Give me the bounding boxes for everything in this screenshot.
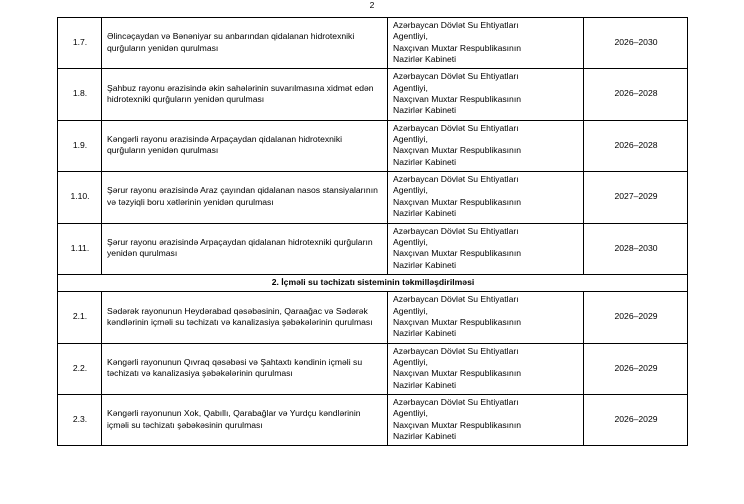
organization-line: Nazirlər Kabineti [393, 54, 457, 65]
table-row [58, 18, 688, 69]
organization-line: Naxçıvan Muxtar Respublikasının [393, 196, 522, 207]
table-row [58, 120, 688, 171]
table-row [58, 292, 688, 343]
row-responsible-organizations [388, 120, 584, 171]
organization-line: Nazirlər Kabineti [393, 105, 457, 116]
row-years: 2026–2029 [584, 394, 688, 445]
organization-line: Azərbaycan Dövlət Su Ehtiyatları [393, 122, 519, 133]
row-years: 2026–2029 [584, 343, 688, 394]
row-measure-description: Kəngərli rayonunun Qıvraq qəsəbəsi və Şahtaxtı kəndinin içməli su təchizatı və kanalizasiya şəbəkələrinin qurulması [102, 343, 388, 394]
row-responsible-organizations [388, 343, 584, 394]
row-number: 2.1. [58, 292, 102, 343]
row-number: 1.10. [58, 172, 102, 223]
organization-line: Nazirlər Kabineti [393, 431, 457, 441]
organization-line: Agentliyi, [393, 408, 428, 419]
row-responsible-organizations [388, 394, 584, 445]
row-number: 1.9. [58, 120, 102, 171]
organization-line: Naxçıvan Muxtar Respublikasının [393, 94, 522, 105]
organization-line: Azərbaycan Dövlət Su Ehtiyatları [393, 345, 519, 356]
row-measure-description: Kəngərli rayonunun Xok, Qabıllı, Qarabağlar və Yurdçu kəndlərinin içməli su təchizatı şəbəkəsinin qurulması [102, 394, 388, 445]
row-measure-description: Əlincəçaydan və Bənəniyar su anbarından qidalanan hidrotexniki qurğuların yenidən qurulması [102, 18, 388, 69]
organization-line: Nazirlər Kabineti [393, 328, 457, 339]
row-years: 2026–2030 [584, 18, 688, 69]
table-row [58, 223, 688, 274]
table-row [58, 172, 688, 223]
table-row [58, 343, 688, 394]
page-number: 2 [369, 0, 375, 10]
row-number: 1.11. [58, 223, 102, 274]
organization-line: Nazirlər Kabineti [393, 208, 457, 219]
row-measure-description: Şərur rayonu ərazisində Araz çayından qidalanan nasos stansiyalarının və təzyiqli boru xətlərinin yenidən qurulması [102, 172, 388, 223]
organization-line: Azərbaycan Dövlət Su Ehtiyatları [393, 174, 519, 185]
organization-line: Nazirlər Kabineti [393, 156, 457, 167]
row-measure-description: Şahbuz rayonu ərazisində əkin sahələrinin suvarılmasına xidmət edən hidrotexniki qurğuların yenidən qurulması [102, 69, 388, 120]
measures-table-wrapper [57, 17, 687, 446]
organization-line: Nazirlər Kabineti [393, 379, 457, 390]
row-responsible-organizations [388, 18, 584, 69]
table-row [58, 69, 688, 120]
row-years: 2028–2030 [584, 223, 688, 274]
organization-line: Azərbaycan Dövlət Su Ehtiyatları [393, 225, 519, 236]
organization-line: Agentliyi, [393, 82, 428, 93]
organization-line: Naxçıvan Muxtar Respublikasının [393, 419, 522, 430]
table-row [58, 394, 688, 445]
row-number: 1.8. [58, 69, 102, 120]
organization-line: Agentliyi, [393, 31, 428, 42]
organization-line: Agentliyi, [393, 356, 428, 367]
measures-table [57, 17, 688, 446]
row-years: 2027–2029 [584, 172, 688, 223]
organization-line: Agentliyi, [393, 305, 428, 316]
row-responsible-organizations [388, 172, 584, 223]
organization-line: Azərbaycan Dövlət Su Ehtiyatları [393, 396, 519, 407]
organization-line: Agentliyi, [393, 134, 428, 145]
organization-line: Azərbaycan Dövlət Su Ehtiyatları [393, 20, 519, 30]
row-number: 2.2. [58, 343, 102, 394]
organization-line: Naxçıvan Muxtar Respublikasının [393, 145, 522, 156]
organization-line: Nazirlər Kabineti [393, 259, 457, 270]
table-section-row [58, 274, 688, 291]
row-measure-description: Şərur rayonu ərazisində Arpaçaydan qidalanan hidrotexniki qurğuların yenidən qurulması [102, 223, 388, 274]
row-years: 2026–2028 [584, 69, 688, 120]
organization-line: Naxçıvan Muxtar Respublikasının [393, 42, 522, 53]
row-years: 2026–2028 [584, 120, 688, 171]
organization-line: Naxçıvan Muxtar Respublikasının [393, 368, 522, 379]
row-measure-description: Sədərək rayonunun Heydərabad qəsəbəsinin, Qaraağac və Sədərək kəndlərinin içməli su təchizatı və kanalizasiya şəbəkələrinin qurulması [102, 292, 388, 343]
row-years: 2026–2029 [584, 292, 688, 343]
row-responsible-organizations [388, 292, 584, 343]
row-measure-description: Kəngərli rayonu ərazisində Arpaçaydan qidalanan hidrotexniki qurğuların yenidən qurulması [102, 120, 388, 171]
organization-line: Agentliyi, [393, 185, 428, 196]
section-title: 2. İçməli su təchizatı sisteminin təkmilləşdirilməsi [58, 274, 688, 291]
row-responsible-organizations [388, 69, 584, 120]
row-responsible-organizations [388, 223, 584, 274]
organization-line: Agentliyi, [393, 236, 428, 247]
organization-line: Naxçıvan Muxtar Respublikasının [393, 248, 522, 259]
row-number: 2.3. [58, 394, 102, 445]
organization-line: Azərbaycan Dövlət Su Ehtiyatları [393, 294, 519, 305]
row-number: 1.7. [58, 18, 102, 69]
organization-line: Azərbaycan Dövlət Su Ehtiyatları [393, 71, 519, 82]
organization-line: Naxçıvan Muxtar Respublikasının [393, 316, 522, 327]
measures-table-body [58, 18, 688, 446]
